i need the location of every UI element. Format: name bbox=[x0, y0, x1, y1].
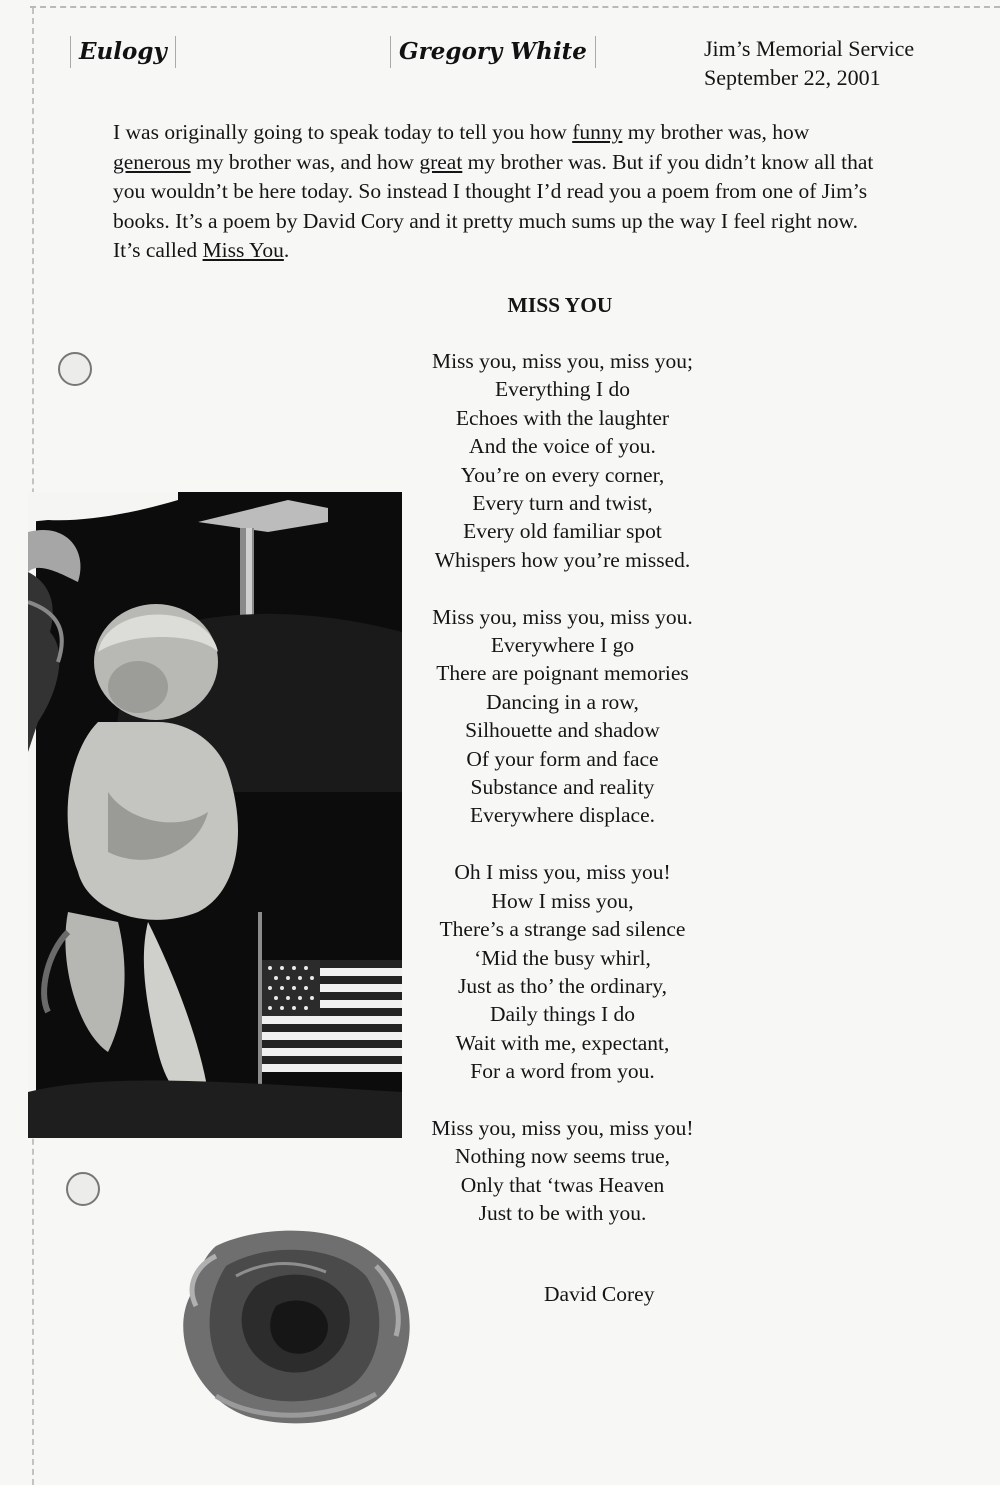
poem-stanza bbox=[400, 858, 725, 1085]
poem-line: And the voice of you. bbox=[469, 434, 656, 459]
service-info bbox=[704, 34, 984, 92]
poem-line: Daily things I do bbox=[489, 1002, 636, 1027]
poem-line: Just to be with you. bbox=[478, 1201, 647, 1226]
poem-line: Dancing in a row, bbox=[486, 689, 639, 714]
underlined-word: generous bbox=[113, 149, 191, 174]
poem-line: Only that ‘twas Heaven bbox=[460, 1172, 665, 1197]
intro-line: I was originally going to speak today to tell you how funny my brother was, how bbox=[113, 120, 810, 144]
poem-line: Just as tho’ the ordinary, bbox=[458, 973, 667, 998]
author-name: Gregory White bbox=[390, 36, 596, 68]
intro-line: It’s called Miss You. bbox=[113, 238, 290, 262]
poem-title: MISS YOU bbox=[507, 293, 613, 317]
poem-line: Echoes with the laughter bbox=[455, 405, 670, 430]
poem-line: There’s a strange sad silence bbox=[439, 917, 686, 942]
poem-line: Substance and reality bbox=[470, 775, 655, 800]
poem-line: Nothing now seems true, bbox=[455, 1144, 670, 1169]
perforated-top-edge bbox=[30, 6, 1000, 24]
poem-stanza bbox=[400, 603, 725, 830]
poem-line: ‘Mid the busy whirl, bbox=[474, 945, 651, 970]
poem-line: How I miss you, bbox=[491, 888, 634, 913]
statue-photo-icon bbox=[28, 492, 402, 1138]
poem-line: Oh I miss you, miss you! bbox=[454, 860, 671, 885]
rose-icon bbox=[176, 1226, 418, 1426]
punch-hole-icon bbox=[66, 1172, 100, 1206]
poem-line: Miss you, miss you, miss you. bbox=[432, 604, 693, 629]
poem-stanza bbox=[400, 347, 725, 574]
intro-line: books. It’s a poem by David Cory and it pretty much sums up the way I feel right now. bbox=[113, 208, 859, 233]
poem-line: Everywhere I go bbox=[490, 633, 635, 658]
poem-line: Every old familiar spot bbox=[463, 519, 662, 544]
poem-line: For a word from you. bbox=[470, 1059, 655, 1084]
poem-title-reference: Miss You bbox=[202, 238, 284, 262]
poem-line: Everything I do bbox=[495, 377, 630, 402]
underlined-word: funny bbox=[572, 120, 623, 144]
poem-line: Every turn and twist, bbox=[472, 491, 653, 516]
service-title: Jim’s Memorial Service bbox=[704, 36, 915, 61]
eulogy-label: Eulogy bbox=[70, 36, 176, 68]
poem-line: Miss you, miss you, miss you! bbox=[431, 1115, 694, 1140]
poem-line: Of your form and face bbox=[466, 746, 659, 771]
intro-line: you wouldn’t be here today. So instead I thought I’d read you a poem from one of Jim’s bbox=[113, 179, 868, 203]
poem-line: Silhouette and shadow bbox=[465, 718, 660, 743]
service-date: September 22, 2001 bbox=[704, 65, 881, 90]
poem-body bbox=[400, 347, 725, 1256]
poem-signature: David Corey bbox=[544, 1282, 655, 1306]
poem-line: Wait with me, expectant, bbox=[455, 1030, 670, 1055]
poem-line: Everywhere displace. bbox=[469, 803, 656, 828]
poem-stanza bbox=[400, 1114, 725, 1228]
poem-line: Whispers how you’re missed. bbox=[434, 547, 691, 572]
intro-line: generous my brother was, and how great my brother was. But if you didn’t know all that bbox=[113, 149, 874, 174]
poem-line: You’re on every corner, bbox=[460, 462, 665, 487]
poem-line: There are poignant memories bbox=[436, 661, 689, 686]
punch-hole-icon bbox=[58, 352, 92, 386]
underlined-word: great bbox=[419, 149, 463, 174]
poem-line: Miss you, miss you, miss you; bbox=[431, 349, 694, 373]
intro-paragraph bbox=[113, 118, 1000, 266]
flag-icon bbox=[262, 960, 402, 1072]
